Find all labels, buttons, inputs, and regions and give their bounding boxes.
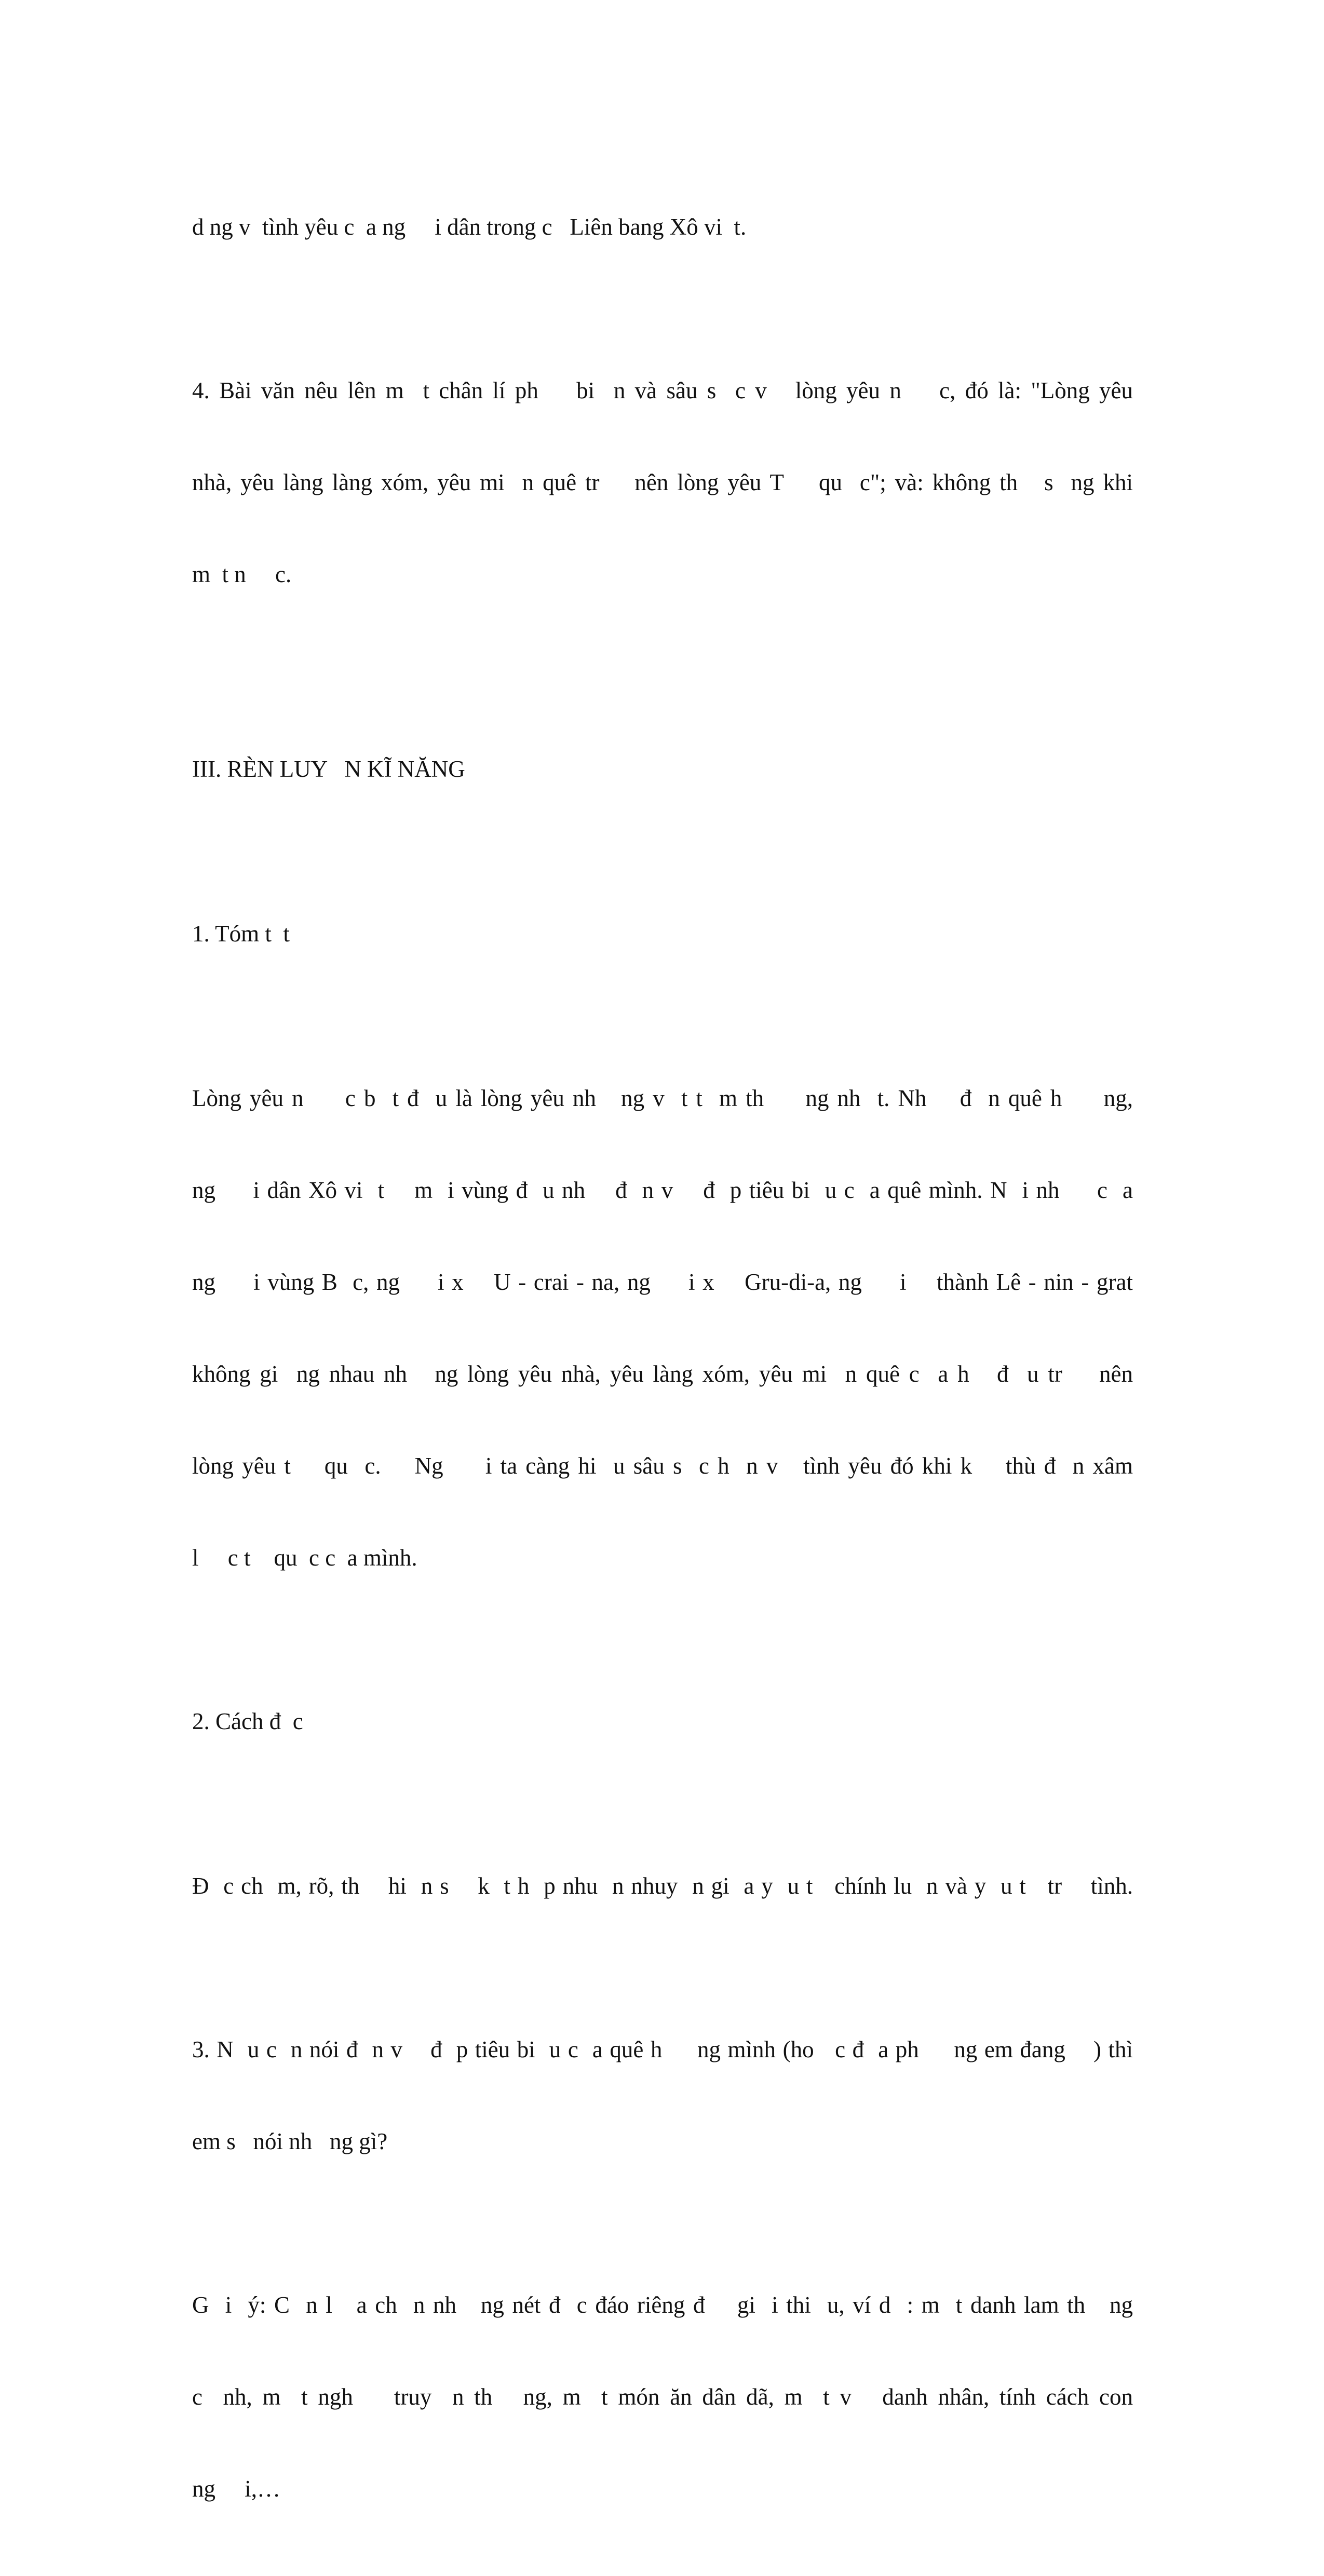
- text-line: không gi ng nhau nh ng lòng yêu nhà, yêu làng xóm, yêu mi n quê c a h đ u tr nên: [192, 1361, 1133, 1387]
- text-line: m t n c.: [192, 561, 292, 587]
- text-line: d ng v tình yêu c a ng i dân trong c Liên bang Xô vi t.: [192, 214, 747, 240]
- text-line: 4. Bài văn nêu lên m t chân lí ph bi n và sâu s c v lòng yêu n c, đó là: "Lòng yêu: [192, 377, 1133, 403]
- text-line: lòng yêu t qu c. Ng i ta càng hi u sâu s c h n v tình yêu đó khi k thù đ n xâm: [192, 1453, 1133, 1479]
- text-line: Lòng yêu n c b t đ u là lòng yêu nh ng v t t m th ng nh t. Nh đ n quê h ng,: [192, 1085, 1133, 1111]
- text-line: ng i,…: [192, 2476, 281, 2502]
- text-line: G i ý: C n l a ch n nh ng nét đ c đáo riêng đ gi i thi u, ví d : m t danh lam th ng: [192, 2292, 1133, 2318]
- text-line: 3. N u c n nói đ n v đ p tiêu bi u c a quê h ng mình (ho c đ a ph ng em đang ) thì: [192, 2036, 1133, 2062]
- reading-heading: 2. Cách đ c: [192, 1708, 303, 1734]
- reading-paragraph: [192, 1810, 1133, 1963]
- summary-paragraph: [192, 1022, 1133, 1635]
- continued-line: [192, 151, 1133, 304]
- text-line: em s nói nh ng gì?: [192, 2128, 388, 2154]
- text-line: nhà, yêu làng làng xóm, yêu mi n quê tr nên lòng yêu T qu c"; và: không th s ng khi: [192, 469, 1133, 495]
- text-line: l c t qu c c a mình.: [192, 1545, 417, 1571]
- question-3-paragraph: [192, 1973, 1133, 2218]
- hint-paragraph: [192, 2229, 1133, 2566]
- document-page: [192, 151, 1133, 2576]
- summary-heading: 1. Tóm t t: [192, 921, 290, 947]
- text-line: ng i vùng B c, ng i x U - crai - na, ng i x Gru-di-a, ng i thành Lê - nin - grat: [192, 1269, 1133, 1295]
- section-heading-skills: III. RÈN LUY N KĨ NĂNG: [192, 756, 465, 782]
- text-line: c nh, m t ngh truy n th ng, m t món ăn dân dã, m t v danh nhân, tính cách con: [192, 2384, 1133, 2410]
- text-line: ng i dân Xô vi t m i vùng đ u nh đ n v đ p tiêu bi u c a quê mình. N i nh c a: [192, 1177, 1133, 1203]
- item-4-paragraph: [192, 314, 1133, 651]
- text-line: Đ c ch m, rõ, th hi n s k t h p nhu n nhuy n gi a y u t chính lu n và y u t tr tình.: [192, 1873, 1133, 1899]
